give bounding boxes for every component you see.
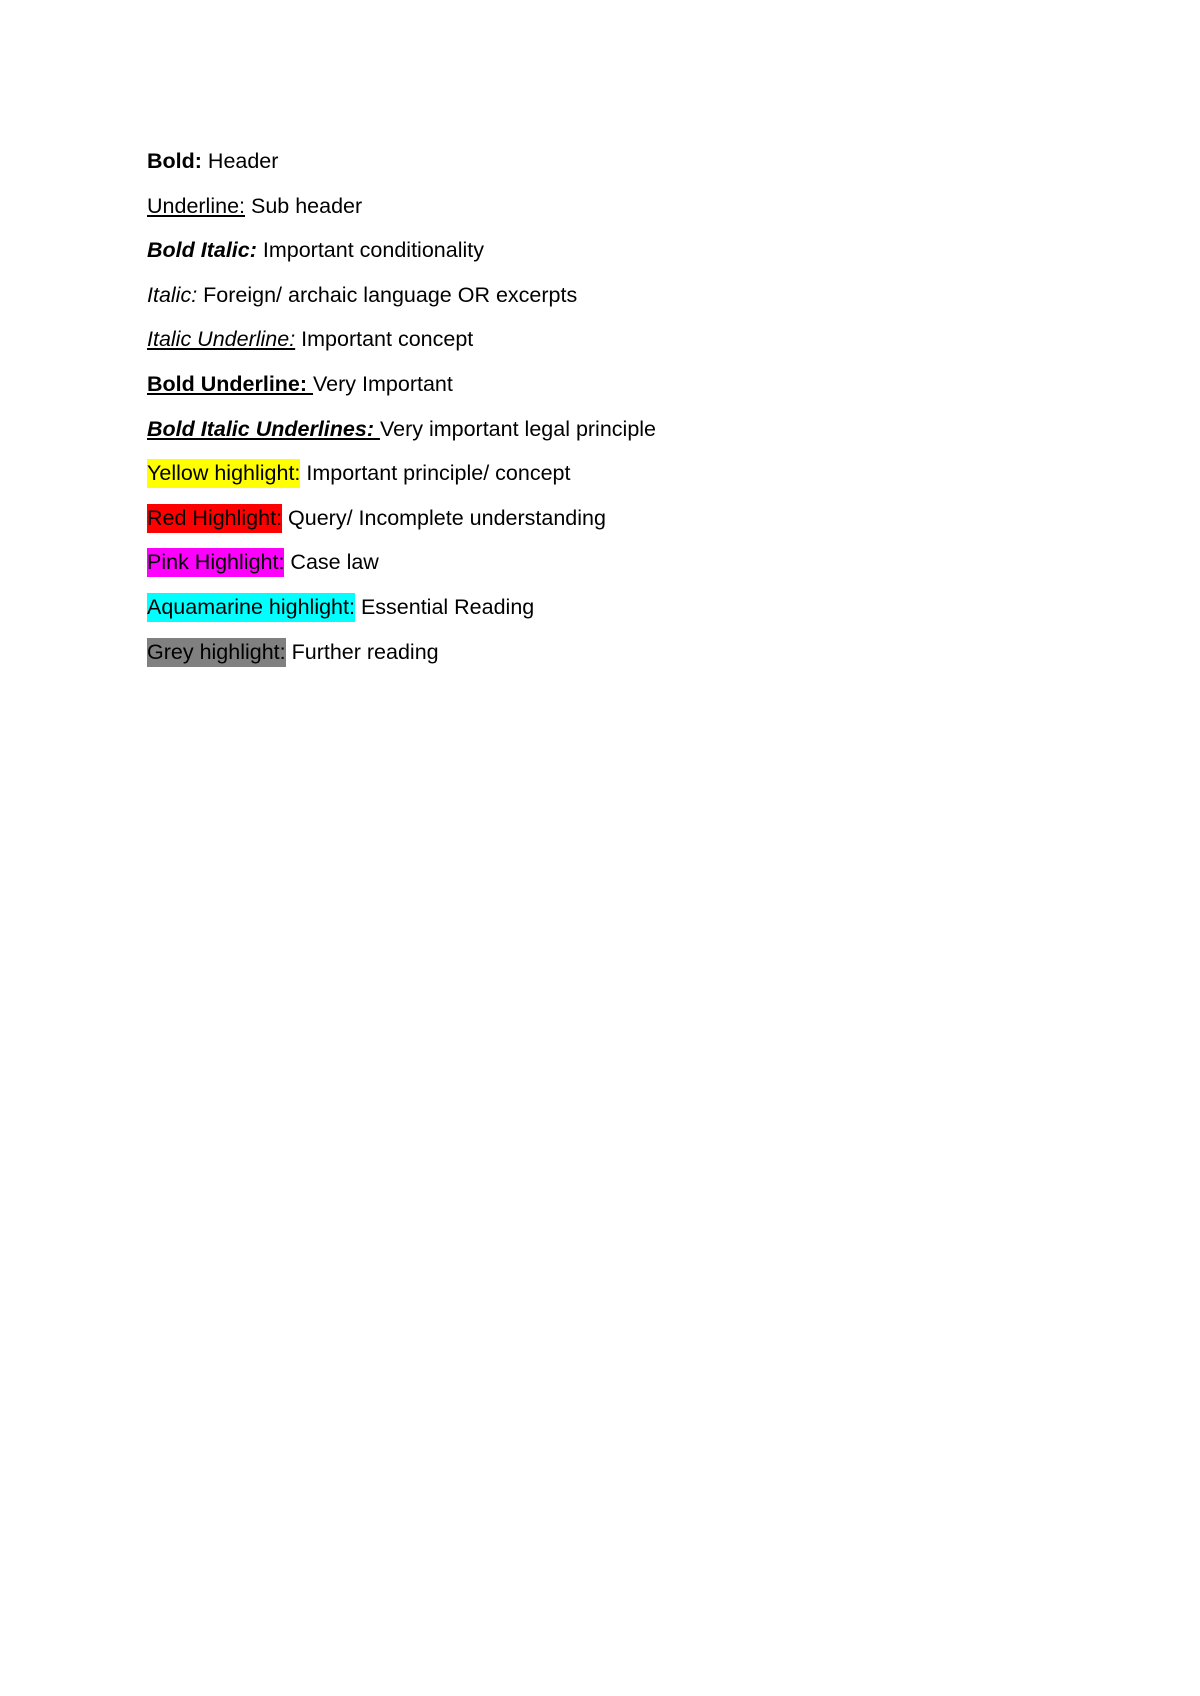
legend-description: Sub header [245, 193, 363, 218]
legend-description: Very Important [313, 371, 453, 396]
legend-term: Italic Underline: [147, 327, 296, 352]
legend-line [147, 146, 1107, 191]
legend-line [147, 369, 1107, 414]
legend-line [147, 592, 1107, 637]
legend-line [147, 191, 1107, 236]
legend-description: Essential Reading [354, 594, 535, 619]
legend-line [147, 324, 1107, 369]
legend-description: Query/ Incomplete understanding [282, 505, 606, 530]
legend-term: Yellow highlight: [147, 459, 300, 488]
legend-description: Important conditionality [256, 238, 484, 263]
legend-line [147, 503, 1107, 548]
legend-description: Important principle/ concept [300, 461, 571, 486]
legend-description: Very important legal principle [379, 416, 657, 441]
legend-line [147, 280, 1107, 325]
legend-term: Italic: [147, 282, 198, 307]
legend-term: Bold: [147, 149, 202, 173]
legend-term: Bold Underline: [147, 371, 314, 396]
legend-line [147, 235, 1107, 280]
legend-term: Aquamarine highlight: [147, 593, 355, 622]
legend-term: Underline: [147, 193, 245, 218]
legend-description: Important concept [295, 327, 474, 352]
legend-line [147, 547, 1107, 592]
legend-term: Grey highlight: [147, 638, 286, 667]
legend-term: Pink Highlight: [147, 548, 284, 577]
legend-line [147, 637, 1107, 682]
formatting-legend [147, 146, 1107, 681]
legend-term: Bold Italic: [147, 238, 257, 263]
legend-description: Foreign/ archaic language OR excerpts [197, 282, 578, 307]
legend-line [147, 458, 1107, 503]
legend-term: Bold Italic Underlines: [147, 416, 380, 441]
legend-term: Red Highlight: [147, 504, 282, 533]
legend-description: Further reading [285, 639, 439, 664]
legend-line [147, 414, 1107, 459]
legend-description: Header [201, 149, 279, 173]
legend-description: Case law [284, 550, 379, 575]
